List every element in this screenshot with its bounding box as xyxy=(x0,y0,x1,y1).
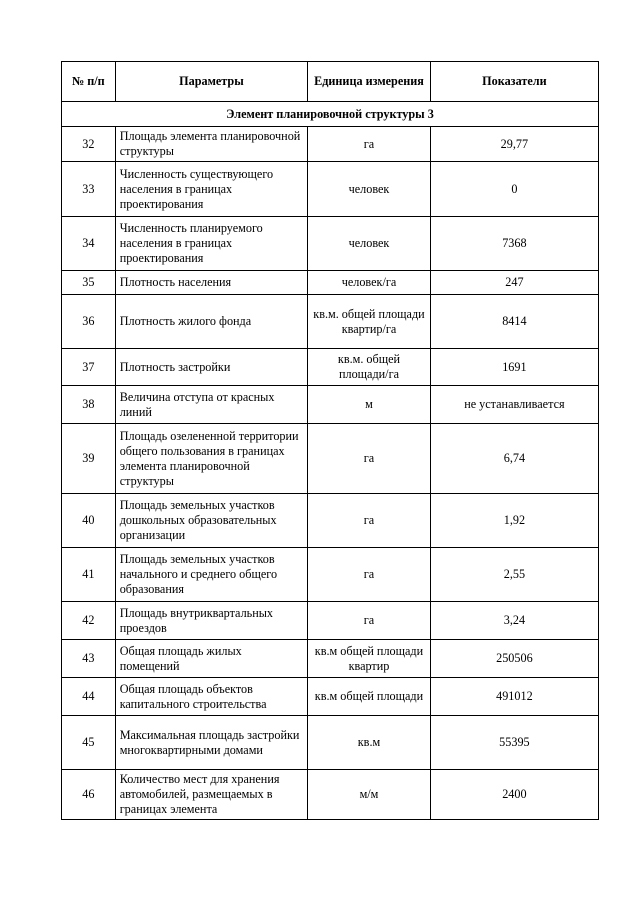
table-row xyxy=(62,678,599,716)
header-parameter: Параметры xyxy=(115,62,308,102)
row-value-cell: 3,24 xyxy=(430,602,598,640)
row-value-cell: 8414 xyxy=(430,295,598,349)
row-number-cell: 35 xyxy=(62,271,116,295)
table-row xyxy=(62,602,599,640)
row-parameter-cell: Площадь внутриквартальных проездов xyxy=(115,602,308,640)
row-value-cell: 0 xyxy=(430,162,598,217)
row-parameter-cell: Количество мест для хранения автомобилей, размещаемых в границах элемента xyxy=(115,770,308,820)
table-row xyxy=(62,770,599,820)
header-number: № п/п xyxy=(62,62,116,102)
row-parameter-cell: Плотность жилого фонда xyxy=(115,295,308,349)
table-row xyxy=(62,548,599,602)
row-unit-cell: кв.м xyxy=(308,716,431,770)
row-value-cell: 29,77 xyxy=(430,127,598,162)
row-unit-cell: кв.м. общей площади квартир/га xyxy=(308,295,431,349)
row-number-cell: 32 xyxy=(62,127,116,162)
row-unit-cell: м/м xyxy=(308,770,431,820)
row-parameter-cell: Площадь земельных участков начального и среднего общего образования xyxy=(115,548,308,602)
header-value: Показатели xyxy=(430,62,598,102)
row-number-cell: 46 xyxy=(62,770,116,820)
row-parameter-cell: Площадь земельных участков дошкольных образовательных организации xyxy=(115,494,308,548)
row-number-cell: 38 xyxy=(62,386,116,424)
row-parameter-cell: Величина отступа от красных линий xyxy=(115,386,308,424)
row-parameter-cell: Численность существующего населения в границах проектирования xyxy=(115,162,308,217)
row-parameter-cell: Численность планируемого населения в границах проектирования xyxy=(115,217,308,271)
table-row xyxy=(62,716,599,770)
table-row xyxy=(62,349,599,386)
row-value-cell: 2400 xyxy=(430,770,598,820)
table-body xyxy=(62,102,599,820)
row-unit-cell: га xyxy=(308,127,431,162)
row-value-cell: 7368 xyxy=(430,217,598,271)
table-row xyxy=(62,271,599,295)
table-row xyxy=(62,217,599,271)
table-row xyxy=(62,494,599,548)
row-number-cell: 44 xyxy=(62,678,116,716)
row-value-cell: 6,74 xyxy=(430,424,598,494)
row-parameter-cell: Плотность застройки xyxy=(115,349,308,386)
section-title: Элемент планировочной структуры 3 xyxy=(62,102,599,127)
row-number-cell: 34 xyxy=(62,217,116,271)
row-value-cell: не устанавливается xyxy=(430,386,598,424)
header-unit: Единица измерения xyxy=(308,62,431,102)
table-header-row xyxy=(62,62,599,102)
row-parameter-cell: Площадь элемента планировочной структуры xyxy=(115,127,308,162)
row-value-cell: 1,92 xyxy=(430,494,598,548)
table-row xyxy=(62,162,599,217)
row-number-cell: 36 xyxy=(62,295,116,349)
row-parameter-cell: Плотность населения xyxy=(115,271,308,295)
row-unit-cell: кв.м общей площади xyxy=(308,678,431,716)
row-value-cell: 55395 xyxy=(430,716,598,770)
table-row xyxy=(62,424,599,494)
row-number-cell: 40 xyxy=(62,494,116,548)
row-number-cell: 43 xyxy=(62,640,116,678)
row-number-cell: 45 xyxy=(62,716,116,770)
row-unit-cell: кв.м. общей площади/га xyxy=(308,349,431,386)
table-row xyxy=(62,127,599,162)
row-unit-cell: человек xyxy=(308,162,431,217)
row-parameter-cell: Максимальная площадь застройки многоквартирными домами xyxy=(115,716,308,770)
row-value-cell: 247 xyxy=(430,271,598,295)
row-unit-cell: га xyxy=(308,548,431,602)
table-row xyxy=(62,640,599,678)
row-value-cell: 491012 xyxy=(430,678,598,716)
row-unit-cell: м xyxy=(308,386,431,424)
row-unit-cell: га xyxy=(308,494,431,548)
row-value-cell: 2,55 xyxy=(430,548,598,602)
table-row xyxy=(62,295,599,349)
section-row xyxy=(62,102,599,127)
row-number-cell: 41 xyxy=(62,548,116,602)
row-unit-cell: га xyxy=(308,602,431,640)
row-parameter-cell: Общая площадь объектов капитального строительства xyxy=(115,678,308,716)
row-unit-cell: кв.м общей площади квартир xyxy=(308,640,431,678)
row-parameter-cell: Площадь озелененной территории общего пользования в границах элемента планировочной структуры xyxy=(115,424,308,494)
parameters-table xyxy=(61,61,599,820)
row-unit-cell: человек xyxy=(308,217,431,271)
table-row xyxy=(62,386,599,424)
row-value-cell: 1691 xyxy=(430,349,598,386)
row-number-cell: 42 xyxy=(62,602,116,640)
row-unit-cell: человек/га xyxy=(308,271,431,295)
row-number-cell: 33 xyxy=(62,162,116,217)
row-number-cell: 39 xyxy=(62,424,116,494)
row-parameter-cell: Общая площадь жилых помещений xyxy=(115,640,308,678)
row-value-cell: 250506 xyxy=(430,640,598,678)
row-unit-cell: га xyxy=(308,424,431,494)
row-number-cell: 37 xyxy=(62,349,116,386)
